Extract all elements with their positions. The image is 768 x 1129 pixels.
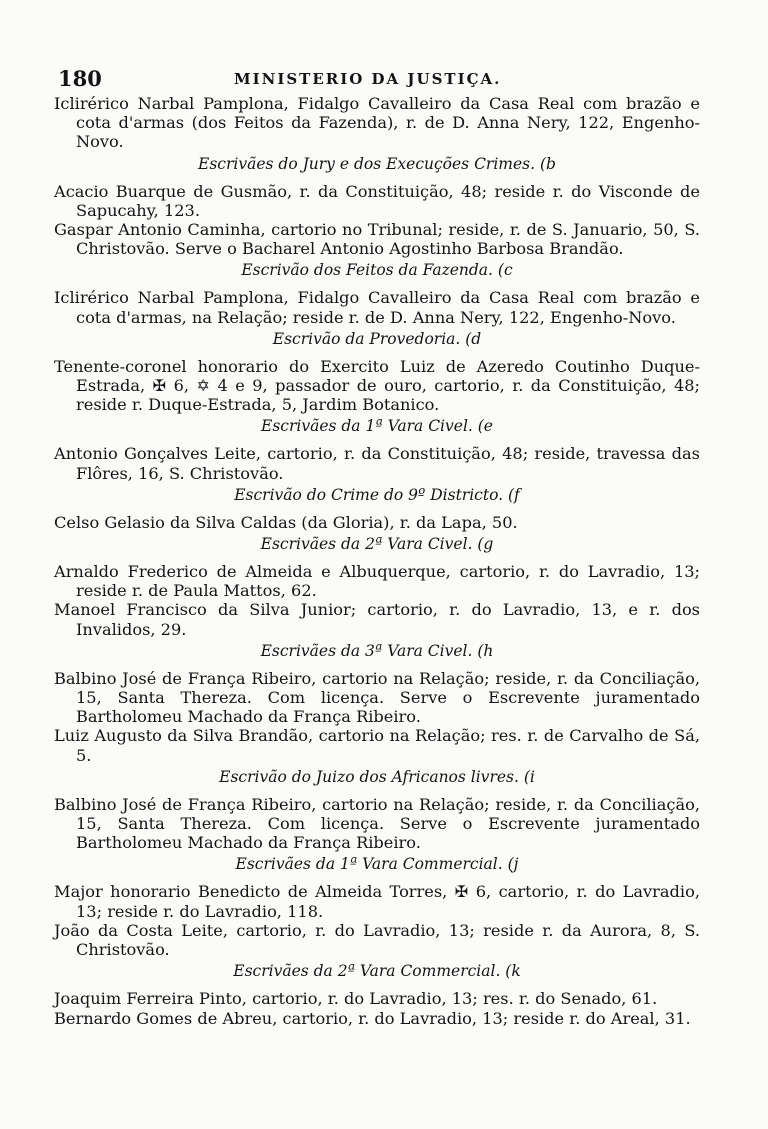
section (54, 485, 700, 532)
running-head: MINISTERIO DA JUSTIÇA. (234, 70, 502, 88)
document-page (54, 66, 700, 1030)
section-heading: Escrivães da 2ª Vara Commercial. (k (233, 962, 521, 981)
section (54, 961, 700, 1027)
directory-entry: Acacio Buarque de Gusmão, r. da Constituição, 48; reside r. do Visconde de Sapucahy, 123. (54, 181, 700, 220)
directory-entry: João da Costa Leite, cartorio, r. do Lavradio, 13; reside r. da Aurora, 8, S. Christovão. (54, 920, 700, 960)
directory-entry: Tenente-coronel honorario do Exercito Luiz de Azeredo Coutinho Duque-Estrada, ✠ 6, ✡ 4 e 9, passador de ouro, cartorio, r. da Constituição, 48; reside r. Duque-Estrada, 5, Jardim Botanico. (54, 356, 700, 415)
section (54, 854, 700, 959)
directory-entry: Major honorario Benedicto de Almeida Torres, ✠ 6, cartorio, r. do Lavradio, 13; reside r. do Lavradio, 118. (54, 882, 700, 921)
directory-entry: Iclirérico Narbal Pamplona, Fidalgo Cavalleiro da Casa Real com brazão e cota d'armas, na Relação; reside r. de D. Anna Nery, 122, Engenho-Novo. (54, 288, 700, 327)
directory-entry: Joaquim Ferreira Pinto, cartorio, r. do Lavradio, 13; res. r. do Senado, 61. (54, 989, 658, 1009)
section-heading: Escrivão do Juizo dos Africanos livres. (i (219, 767, 535, 786)
section (54, 260, 700, 326)
section-heading: Escrivães da 3ª Vara Civel. (h (260, 641, 494, 660)
directory-entry: Arnaldo Frederico de Almeida e Albuquerque, cartorio, r. do Lavradio, 13; reside r. de Paula Mattos, 62. (54, 562, 700, 601)
section-heading: Escrivão da Provedoria. (d (272, 329, 482, 348)
directory-entry: Iclirérico Narbal Pamplona, Fidalgo Cavalleiro da Casa Real com brazão e cota d'armas (dos Feitos da Fazenda), r. de D. Anna Nery, 122, Engenho-Novo. (54, 94, 700, 152)
directory-entry: Balbino José de França Ribeiro, cartorio na Relação; reside, r. da Conciliação, 15, Santa Thereza. Com licença. Serve o Escrevente juramentado Bartholomeu Machado da França Ribeiro. (54, 668, 700, 727)
directory-entry: Luiz Augusto da Silva Brandão, cartorio na Relação; res. r. de Carvalho de Sá, 5. (54, 726, 700, 765)
section (54, 154, 700, 259)
directory-entry: Gaspar Antonio Caminha, cartorio no Tribunal; reside, r. de S. Januario, 50, S. Christovão. Serve o Bacharel Antonio Agostinho Barbosa Brandão. (54, 220, 700, 259)
directory-entry: Manoel Francisco da Silva Junior; cartorio, r. do Lavradio, 13, e r. dos Invalidos, 29. (54, 600, 700, 639)
section-heading: Escrivães da 1ª Vara Civel. (e (261, 417, 493, 436)
directory-entry: Balbino José de França Ribeiro, cartorio na Relação; reside, r. da Conciliação, 15, Santa Thereza. Com licença. Serve o Escrevente juramentado Bartholomeu Machado da França Ribeiro. (54, 794, 700, 853)
section (54, 767, 700, 853)
page-number: 180 (58, 66, 102, 91)
section (54, 416, 700, 482)
section-heading: Escrivão dos Feitos da Fazenda. (c (241, 261, 513, 280)
page-header (54, 66, 700, 94)
section-heading: Escrivães do Jury e dos Execuções Crimes. (b (198, 154, 556, 173)
section (54, 329, 700, 415)
document-body (54, 94, 700, 1028)
section-heading: Escrivão do Crime do 9º Districto. (f (234, 485, 520, 504)
directory-entry: Celso Gelasio da Silva Caldas (da Gloria), r. da Lapa, 50. (54, 512, 518, 532)
section (54, 94, 700, 152)
directory-entry: Bernardo Gomes de Abreu, cartorio, r. do Lavradio, 13; reside r. do Areal, 31. (54, 1008, 691, 1028)
directory-entry: Antonio Gonçalves Leite, cartorio, r. da Constituição, 48; reside, travessa das Flôres, 16, S. Christovão. (54, 444, 700, 483)
section-heading: Escrivães da 1ª Vara Commercial. (j (235, 855, 519, 874)
section (54, 534, 700, 639)
section (54, 641, 700, 765)
section-heading: Escrivães da 2ª Vara Civel. (g (260, 535, 494, 554)
